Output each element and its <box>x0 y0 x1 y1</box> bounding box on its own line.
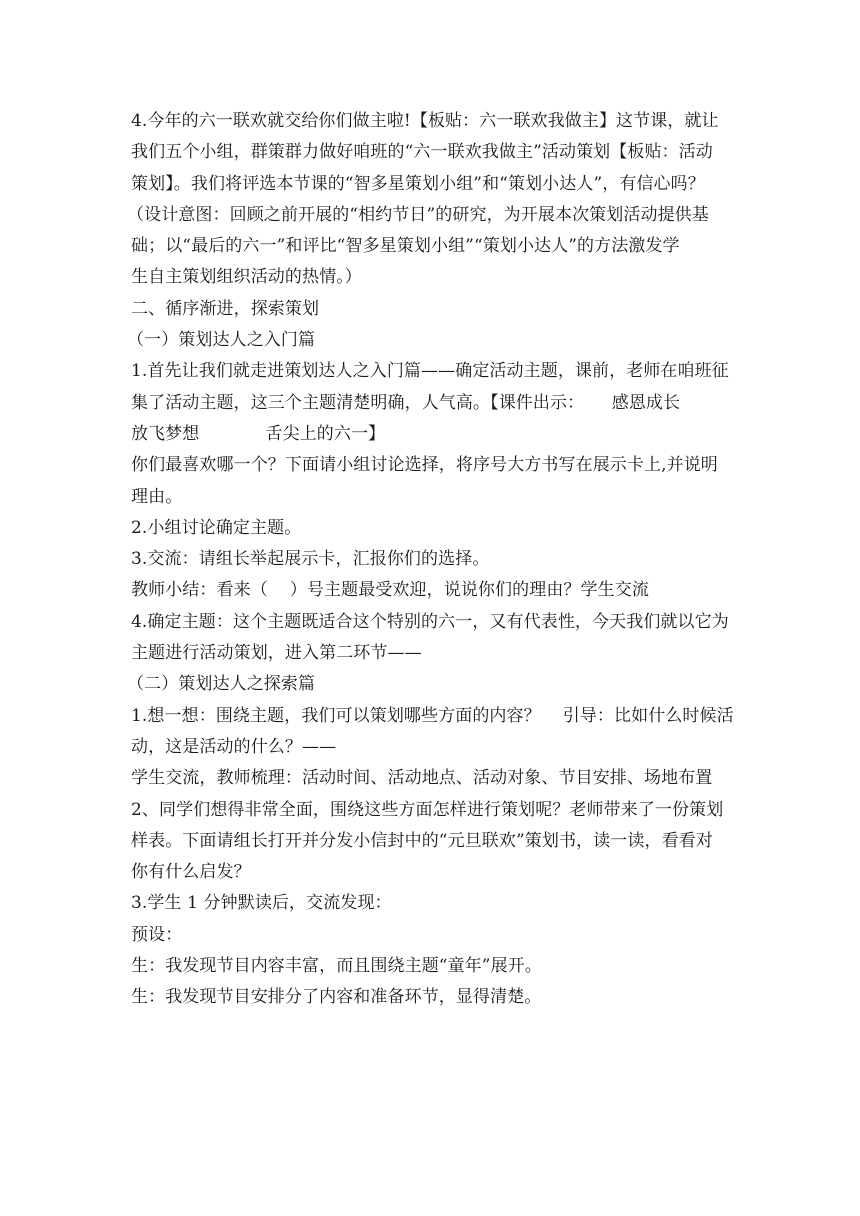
text-line: 策划】。我们将评选本节课的“智多星策划小组”和“策划小达人”，有信心吗？ <box>131 173 705 194</box>
text-line: 1.首先让我们就走进策划达人之入门篇——确定活动主题，课前，老师在咱班征 <box>131 361 729 382</box>
subsection-heading: （一）策划达人之入门篇 <box>127 330 316 351</box>
text-line: 主题进行活动策划，进入第二环节—— <box>131 643 422 664</box>
design-intent-line: 础；以“最后的六一”和评比“智多星策划小组”“策划小达人”的方法激发学 <box>131 236 680 257</box>
text-line: 教师小结：看来（ ）号主题最受欢迎，说说你们的理由？学生交流 <box>131 580 649 601</box>
subsection-heading: （二）策划达人之探索篇 <box>127 674 316 695</box>
text-line: 理由。 <box>131 486 183 507</box>
text-line: 生：我发现节目安排分了内容和准备环节，显得清楚。 <box>131 987 542 1008</box>
text-line: 生：我发现节目内容丰富，而且围绕主题“童年”展开。 <box>131 956 542 977</box>
text-line: 2、同学们想得非常全面，围绕这些方面怎样进行策划呢？老师带来了一份策划 <box>131 799 724 820</box>
text-line: 3.学生 1 分钟默读后，交流发现： <box>131 893 392 914</box>
text-line: 3.交流：请组长举起展示卡，汇报你们的选择。 <box>131 549 490 570</box>
text-line: 1.想一想：围绕主题，我们可以策划哪些方面的内容？ 引导：比如什么时候活 <box>131 705 734 726</box>
design-intent-line: （设计意图：回顾之前开展的“相约节日”的研究，为开展本次策划活动提供基 <box>127 204 709 225</box>
text-line: 4.今年的六一联欢就交给你们做主啦!【板贴：六一联欢我做主】这节课，就让 <box>131 111 719 131</box>
text-line: 样表。下面请组长打开并分发小信封中的“元旦联欢”策划书，读一读，看看对 <box>131 830 713 851</box>
text-line: 你们最喜欢哪一个？下面请小组讨论选择，将序号大方书写在展示卡上,并说明 <box>131 455 718 476</box>
text-line: 集了活动主题，这三个主题清楚明确，人气高。【课件出示： 感恩成长 <box>131 392 681 413</box>
text-line: 预设： <box>131 924 183 945</box>
text-line: 2.小组讨论确定主题。 <box>131 517 302 538</box>
section-heading: 二、循序渐进，探索策划 <box>131 298 320 319</box>
design-intent-line: 生自主策划组织活动的热情。） <box>131 267 362 288</box>
text-line: 动，这是活动的什么？—— <box>131 736 337 757</box>
text-line: 4.确定主题：这个主题既适合这个特别的六一，又有代表性，今天我们就以它为 <box>131 611 729 632</box>
text-line: 学生交流，教师梳理：活动时间、活动地点、活动对象、节目安排、场地布置 <box>131 768 713 789</box>
document-page <box>127 106 741 1014</box>
text-line: 放飞梦想 舌尖上的六一】 <box>131 423 386 444</box>
text-line: 我们五个小组，群策群力做好咱班的“六一联欢我做主”活动策划【板贴：活动 <box>131 142 713 163</box>
text-line: 你有什么启发？ <box>131 862 251 883</box>
